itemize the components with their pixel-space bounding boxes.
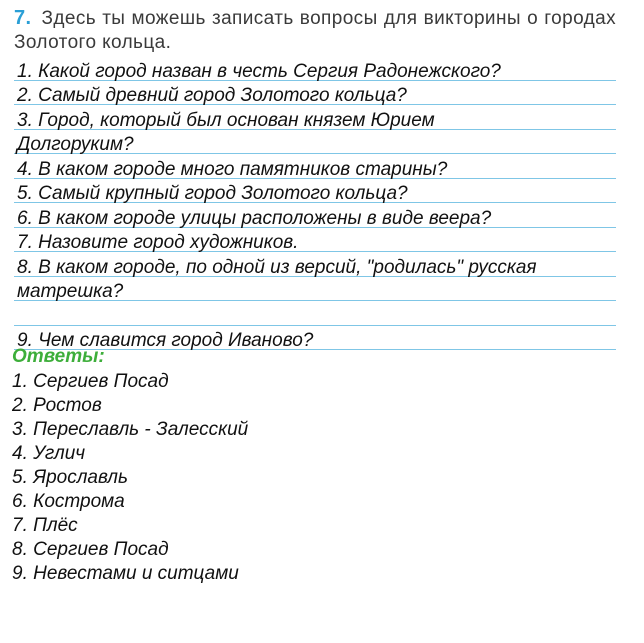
answer-item: 7. Плёс bbox=[12, 515, 78, 536]
question-line: 5. Самый крупный город Золотого кольца? bbox=[17, 183, 408, 204]
question-line: 1. Какой город назван в честь Сергия Радонежского? bbox=[17, 60, 501, 82]
answer-item: 1. Сергиев Посад bbox=[12, 371, 169, 392]
answers-list bbox=[12, 370, 248, 586]
question-line: 3. Город, который был основан князем Юрием bbox=[17, 109, 435, 131]
ruled-line bbox=[14, 203, 616, 228]
ruled-line bbox=[14, 81, 616, 106]
answer-item: 6. Кострома bbox=[12, 491, 125, 512]
answer-item: 9. Невестами и ситцами bbox=[12, 563, 239, 584]
answer-item: 5. Ярославль bbox=[12, 467, 128, 488]
answer-item: 8. Сергиев Посад bbox=[12, 539, 169, 560]
question-line: 4. В каком городе много памятников старины? bbox=[17, 158, 448, 180]
task-number: 7. bbox=[14, 7, 32, 29]
ruled-line bbox=[14, 277, 616, 302]
ruled-line bbox=[14, 252, 616, 277]
ruled-line bbox=[14, 179, 616, 204]
question-line: матрешка? bbox=[17, 281, 124, 302]
ruled-line bbox=[14, 105, 616, 130]
ruled-line bbox=[14, 56, 616, 81]
ruled-line bbox=[14, 130, 616, 155]
ruled-line bbox=[14, 154, 616, 179]
answer-item: 3. Переславль - Залесский bbox=[12, 419, 249, 440]
answer-item: 4. Углич bbox=[12, 443, 86, 464]
task-text: Здесь ты можешь записать вопросы для викторины о городах Золотого кольца. bbox=[14, 8, 616, 53]
ruled-answer-area bbox=[14, 56, 616, 350]
question-line: 2. Самый древний город Золотого кольца? bbox=[17, 85, 407, 106]
question-line: 6. В каком городе улицы расположены в виде веера? bbox=[17, 207, 492, 229]
question-line: Долгоруким? bbox=[17, 134, 134, 155]
task-instruction bbox=[14, 6, 616, 55]
question-line: 7. Назовите город художников. bbox=[17, 232, 299, 253]
answers-heading: Ответы: bbox=[12, 346, 105, 367]
question-line: 8. В каком городе, по одной из версий, "родилась" русская bbox=[17, 256, 537, 278]
ruled-line bbox=[14, 228, 616, 253]
question-line: 9. Чем славится город Иваново? bbox=[17, 330, 314, 351]
answer-item: 2. Ростов bbox=[12, 395, 102, 416]
ruled-line-empty bbox=[14, 301, 616, 326]
